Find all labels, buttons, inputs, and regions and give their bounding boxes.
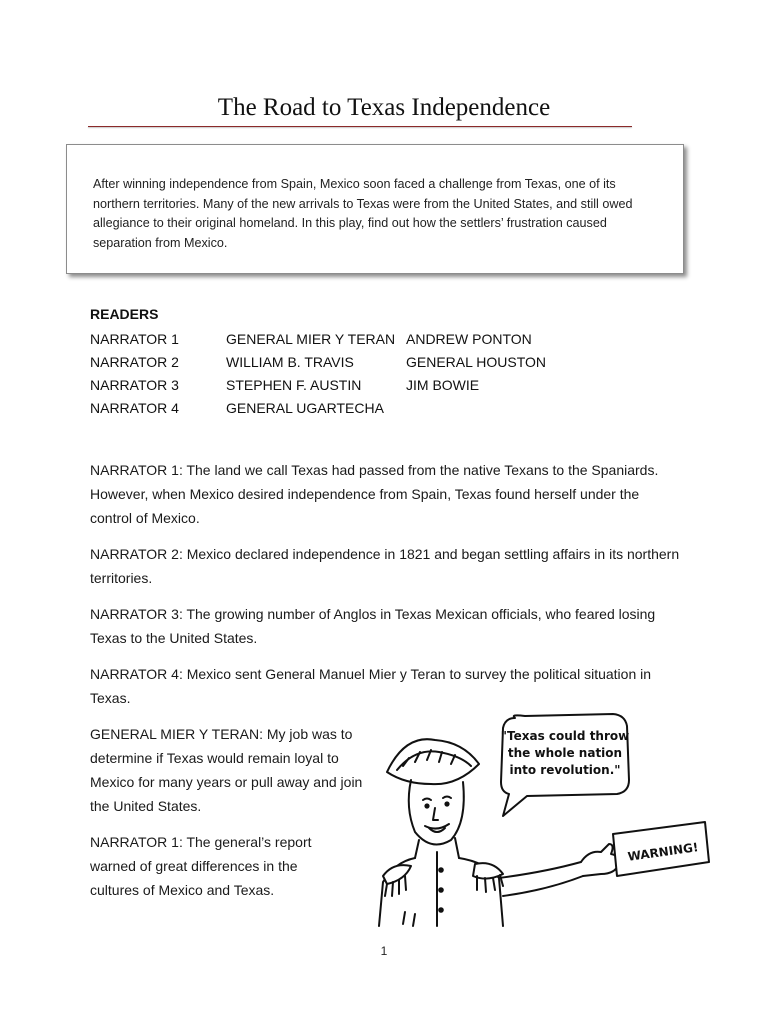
title-underline [88, 126, 632, 127]
reader-item: GENERAL HOUSTON [406, 354, 547, 370]
paragraph: NARRATOR 3: The growing number of Anglos in Texas Mexican officials, who feared losing Texas to the United States. [90, 606, 656, 646]
reader-item: ANDREW PONTON [406, 331, 532, 347]
speech-line: into revolution." [509, 763, 621, 777]
speech-line: the whole nation [507, 746, 623, 760]
reader-item: GENERAL MIER Y TERAN [226, 331, 396, 347]
paragraph: NARRATOR 1: The general’s report warned of great differences in the cultures of Mexico and Texas. [90, 834, 312, 898]
reader-item: STEPHEN F. AUSTIN [226, 377, 362, 393]
page-number: 1 [380, 944, 388, 958]
reader-item: NARRATOR 3 [90, 377, 179, 393]
reader-item: WILLIAM B. TRAVIS [226, 354, 354, 370]
readers-heading: READERS [90, 306, 159, 322]
intro-text: After winning independence from Spain, Mexico soon faced a challenge from Texas, one of its northern territories. Many of the new arrivals to Texas were from the United States, and still owed allegiance to their original homeland. In this play, find out how the settlers’ frustration caused separation from Mexico. [93, 177, 633, 250]
cartoon-illustration [375, 712, 715, 932]
paragraph: NARRATOR 4: Mexico sent General Manuel Mier y Teran to survey the political situation in Texas. [90, 666, 652, 706]
reader-item: JIM BOWIE [406, 377, 480, 393]
speech-bubble [501, 729, 629, 777]
paragraph: GENERAL MIER Y TERAN: My job was to determine if Texas would remain loyal to Mexico for many years or pull away and join the United States. [90, 726, 363, 814]
paragraph: NARRATOR 2: Mexico declared independence in 1821 and began settling affairs in its northern territories. [90, 546, 680, 586]
reader-item: GENERAL UGARTECHA [226, 400, 384, 416]
reader-item: NARRATOR 2 [90, 354, 179, 370]
reader-item: NARRATOR 4 [90, 400, 179, 416]
warning-sign: WARNING! [626, 840, 700, 864]
document-title: The Road to Texas Independence [217, 94, 551, 121]
speech-line: "Texas could throw [500, 729, 630, 743]
intro-box [66, 144, 684, 274]
reader-item: NARRATOR 1 [90, 331, 179, 347]
paragraph: NARRATOR 1: The land we call Texas had passed from the native Texans to the Spaniards. However, when Mexico desired independence from Spain, Texas found herself under the control of Mexico. [90, 462, 659, 526]
